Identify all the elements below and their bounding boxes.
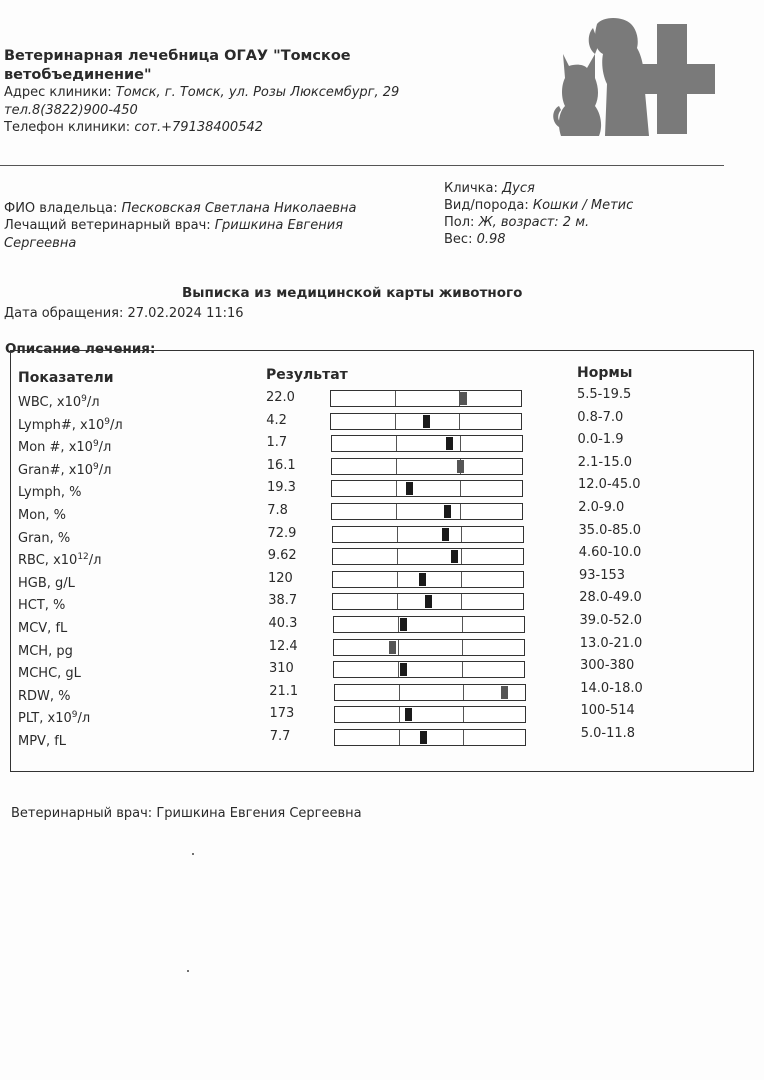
range-bar [332,548,524,565]
range-bar-marker [405,708,412,721]
param-name [18,395,100,410]
param-unit: /л [110,417,123,433]
range-bar-divider [396,504,397,519]
range-bar-divider [398,640,399,655]
result-value: 40.3 [268,616,298,631]
range-bar-divider [399,730,400,745]
norm-range: 0.0-1.9 [577,432,624,448]
range-bar [331,480,523,497]
param-unit: /л [98,440,112,456]
clinic-address [4,84,399,102]
param-unit: /л [77,711,91,727]
doctor-label: Лечащий ветеринарный врач: [4,218,211,233]
clinic-tel: тел.8(3822)900-450 [4,103,138,118]
param-label: Lymph#, x10 [18,417,105,433]
param-label: MCHC, gL [18,666,81,682]
range-bar-divider [396,459,397,474]
scan-dot [192,853,194,855]
param-label: PLT, x10 [18,711,72,727]
norm-range: 28.0-49.0 [579,590,642,606]
range-bar-marker [419,573,426,586]
result-value: 120 [268,570,293,586]
param-unit: /л [98,462,112,478]
range-bar-divider [460,481,461,496]
param-label: Gran, % [18,530,71,546]
norm-range: 0.8-7.0 [577,409,624,425]
param-name [18,463,111,478]
range-bar-marker [420,731,427,744]
result-value: 38.7 [268,593,298,609]
range-bar-marker [400,618,407,631]
col-header-norm: Нормы [577,365,633,381]
param-label: MPV, fL [18,734,67,749]
visit-date: Дата обращения: 27.02.2024 11:16 [4,306,244,321]
result-value: 7.8 [267,503,288,518]
param-exponent: 9 [92,439,99,450]
col-header-result: Результат [266,367,348,383]
norm-range: 14.0-18.0 [580,680,643,696]
range-bar [332,571,524,588]
result-value: 7.7 [269,729,291,744]
range-bar [331,503,523,520]
param-label: Lymph, % [18,485,82,501]
range-bar [332,593,524,610]
range-bar-divider [459,414,460,429]
param-name [18,734,66,749]
param-exponent: 9 [71,710,78,721]
norm-range: 2.1-15.0 [577,454,633,470]
breed-value: Кошки / Метис [532,198,634,213]
section-title: Описание лечения: [5,341,156,357]
range-bar-divider [461,594,462,609]
range-bar-divider [397,549,398,564]
clinic-name: Ветеринарная лечебница ОГАУ "Томское ветобъединение" [4,48,351,83]
result-value: 1.7 [266,435,288,451]
range-bar-divider [462,640,463,655]
range-bar-marker [457,460,464,473]
param-name [18,711,90,726]
header-divider [0,165,724,166]
param-label: WBC, x10 [18,395,82,410]
param-label: Mon, % [18,508,67,523]
range-bar-marker [400,663,407,676]
nickname-label: Кличка: [444,181,498,196]
norm-range: 4.60-10.0 [578,545,642,561]
range-bar-divider [463,730,464,745]
breed-label: Вид/порода: [444,198,529,213]
range-bar-marker [460,392,467,405]
owner-line [4,200,356,218]
norm-range: 5.0-11.8 [580,726,636,741]
range-bar-divider [399,707,400,722]
param-name [18,508,66,523]
range-bar-divider [398,662,399,677]
norm-range: 35.0-85.0 [578,522,642,538]
range-bar-divider [461,572,462,587]
doctor-name-part1: Гришкина Евгения [214,218,343,233]
result-value: 173 [269,706,295,722]
nickname-value: Дуся [502,181,535,196]
range-bar-marker [451,550,458,563]
range-bar [333,661,525,678]
norm-range: 5.5-19.5 [577,387,632,402]
param-label: RBC, x10 [18,553,78,569]
clinic-phone-label: Телефон клиники: [4,120,131,135]
sex-label: Пол: [444,215,475,230]
param-label: MCV, fL [18,621,68,636]
sex-age-value: Ж, возраст: 2 м. [478,215,590,230]
range-bar [330,390,522,407]
param-label: Gran#, x10 [18,462,94,478]
param-name [18,418,123,433]
range-bar-divider [463,685,464,700]
patient-weight [444,231,506,249]
range-bar-marker [425,595,432,608]
norm-range: 39.0-52.0 [579,613,643,628]
param-name [18,576,75,591]
range-bar [331,458,523,475]
col-header-param: Показатели [18,370,114,386]
param-label: MCH, pg [18,643,73,659]
owner-label: ФИО владельца: [4,201,118,216]
range-bar-divider [395,414,396,429]
result-value: 310 [269,661,294,677]
clinic-phone [4,119,263,137]
range-bar [334,729,526,746]
param-name [18,485,82,500]
param-exponent: 9 [93,461,99,472]
param-label: Mon #, x10 [18,440,93,456]
patient-breed [444,197,633,215]
range-bar-divider [399,685,400,700]
range-bar-divider [460,504,461,519]
weight-label: Вес: [444,232,473,247]
norm-range: 12.0-45.0 [578,477,641,493]
scan-dot [187,970,189,972]
range-bar [331,435,523,452]
range-bar-divider [397,572,398,587]
range-bar-divider [396,481,397,496]
clinic-address-value: Томск, г. Томск, ул. Розы Люксембург, 29 [115,85,400,100]
clinic-phone-value: сот.+79138400542 [134,120,264,135]
result-value: 21.1 [269,683,299,699]
param-name [18,689,71,704]
range-bar [330,413,522,430]
param-label: HCT, % [18,598,66,614]
result-value: 19.3 [267,480,296,496]
range-bar-marker [389,641,396,654]
range-bar [333,616,525,633]
patient-nickname [444,180,535,198]
param-name [18,440,111,455]
param-label: HGB, g/L [18,575,75,591]
range-bar [332,526,524,543]
param-name [18,644,73,659]
range-bar-divider [396,436,397,451]
range-bar-divider [462,617,463,632]
norm-range: 100-514 [580,703,635,719]
param-unit: /л [86,395,100,410]
param-name [18,531,70,546]
param-name [18,621,67,636]
param-exponent: 12 [77,552,89,563]
weight-value: 0.98 [476,232,506,247]
param-label: RDW, % [18,688,71,704]
param-exponent: 9 [104,416,111,427]
param-unit: /л [88,553,102,569]
range-bar-marker [442,528,449,541]
clinic-address-label: Адрес клиники: [4,85,112,100]
range-bar-divider [461,527,462,542]
range-bar-divider [395,391,396,406]
result-value: 16.1 [266,457,296,473]
range-bar-marker [423,415,430,428]
norm-range: 93-153 [579,567,626,583]
param-name [18,666,81,681]
norm-range: 300-380 [580,658,635,674]
range-bar-divider [460,436,461,451]
param-exponent: 9 [81,394,87,404]
range-bar [334,684,526,701]
doctor-line [4,217,343,235]
param-name [18,553,101,568]
norm-range: 13.0-21.0 [579,635,643,651]
document-title: Выписка из медицинской карты животного [182,285,523,301]
range-bar-divider [397,527,398,542]
range-bar-marker [406,482,413,495]
result-value: 22.0 [266,390,295,405]
range-bar-divider [461,549,462,564]
range-bar-marker [444,505,451,518]
range-bar [333,639,525,656]
signer: Ветеринарный врач: Гришкина Евгения Сергеевна [11,806,362,821]
result-value: 72.9 [267,525,297,541]
result-value: 12.4 [268,638,298,654]
owner-name: Песковская Светлана Николаевна [121,201,357,216]
range-bar-divider [397,594,398,609]
range-bar-marker [501,686,508,699]
range-bar-divider [462,662,463,677]
range-bar-divider [398,617,399,632]
norm-range: 2.0-9.0 [578,500,625,515]
result-value: 4.2 [266,412,287,428]
doctor-name-part2: Сергеевна [4,236,77,251]
result-value: 9.62 [267,548,297,564]
range-bar-divider [463,707,464,722]
range-bar [334,706,526,723]
pet-cross-icon [553,18,715,136]
patient-sex-age [444,214,589,232]
clinic-logo [553,14,719,142]
range-bar-marker [446,437,453,450]
param-name [18,598,65,613]
